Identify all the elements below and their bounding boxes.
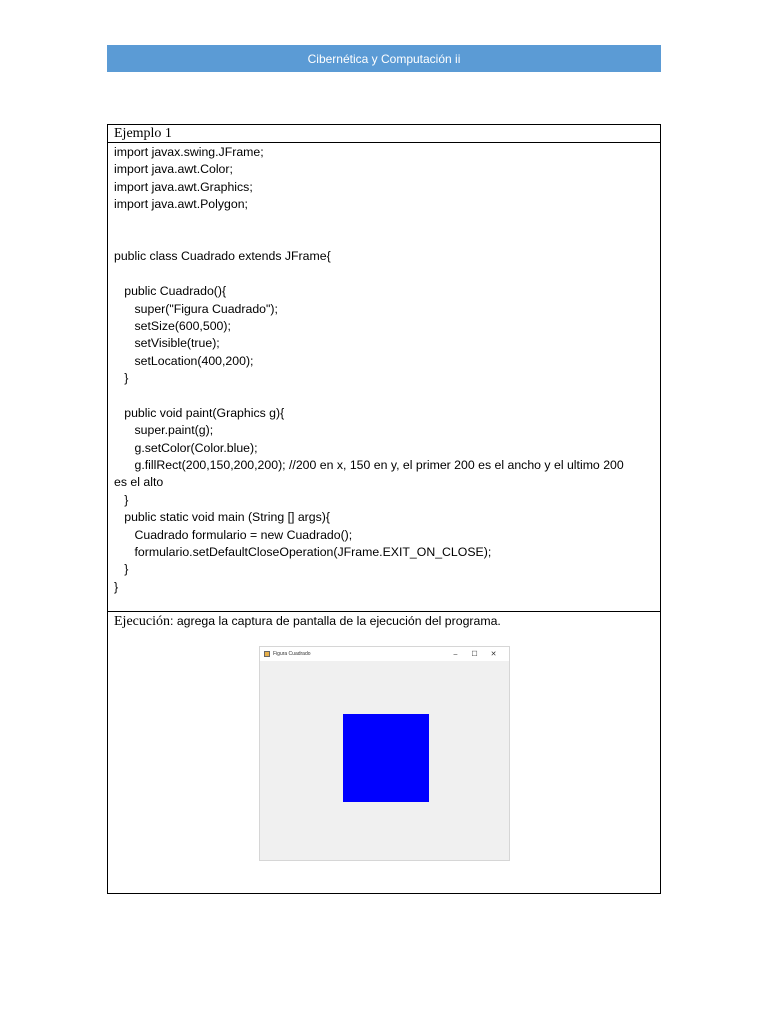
code-line: setSize(600,500); [114, 318, 231, 333]
code-line [114, 266, 660, 283]
window-titlebar [260, 647, 509, 661]
code-line: import java.awt.Color; [114, 162, 233, 177]
window-controls [446, 647, 503, 661]
header-title: Cibernética y Computación ii [307, 51, 461, 66]
code-line [114, 214, 660, 231]
code-line: super.paint(g); [114, 423, 214, 438]
code-block [108, 143, 660, 612]
code-line: setVisible(true); [114, 336, 220, 351]
execution-text: : agrega la captura de pantalla de la ejecución del programa. [169, 614, 501, 628]
java-icon [264, 651, 270, 657]
example-table [107, 124, 661, 894]
code-line: import java.awt.Graphics; [114, 179, 253, 194]
code-line: } [114, 492, 129, 507]
code-line: public Cuadrado(){ [114, 284, 227, 299]
code-line: } [114, 562, 129, 577]
execution-section [108, 612, 660, 893]
minimize-icon: – [453, 650, 458, 658]
code-line: g.setColor(Color.blue); [114, 440, 258, 455]
close-icon: ✕ [490, 651, 497, 658]
code-line: formulario.setDefaultCloseOperation(JFrame.EXIT_ON_CLOSE); [114, 544, 492, 559]
execution-label: Ejecución [114, 614, 170, 629]
maximize-icon: ☐ [471, 651, 478, 658]
code-line [114, 387, 660, 404]
code-line: import javax.swing.JFrame; [114, 145, 264, 159]
code-line: es el alto [114, 475, 164, 490]
code-line: } [114, 371, 129, 386]
code-line: public static void main (String [] args){ [114, 510, 330, 525]
code-line: super("Figura Cuadrado"); [114, 301, 278, 316]
code-line: setLocation(400,200); [114, 353, 254, 368]
code-line: public void paint(Graphics g){ [114, 405, 285, 420]
code-line: Cuadrado formulario = new Cuadrado(); [114, 527, 353, 542]
program-window-screenshot [259, 646, 510, 861]
page-header [107, 45, 661, 72]
code-line: public class Cuadrado extends JFrame{ [114, 249, 331, 264]
window-canvas [260, 661, 509, 860]
code-line [114, 231, 660, 248]
window-title: Figura Cuadrado [273, 651, 311, 657]
code-line: import java.awt.Polygon; [114, 197, 248, 212]
code-line: g.fillRect(200,150,200,200); //200 en x, 150 en y, el primer 200 es el ancho y el ultimo 200 [114, 458, 624, 473]
example-title: Ejemplo 1 [108, 125, 660, 143]
execution-caption [108, 612, 660, 630]
blue-square [343, 714, 429, 802]
code-line: } [114, 579, 119, 594]
